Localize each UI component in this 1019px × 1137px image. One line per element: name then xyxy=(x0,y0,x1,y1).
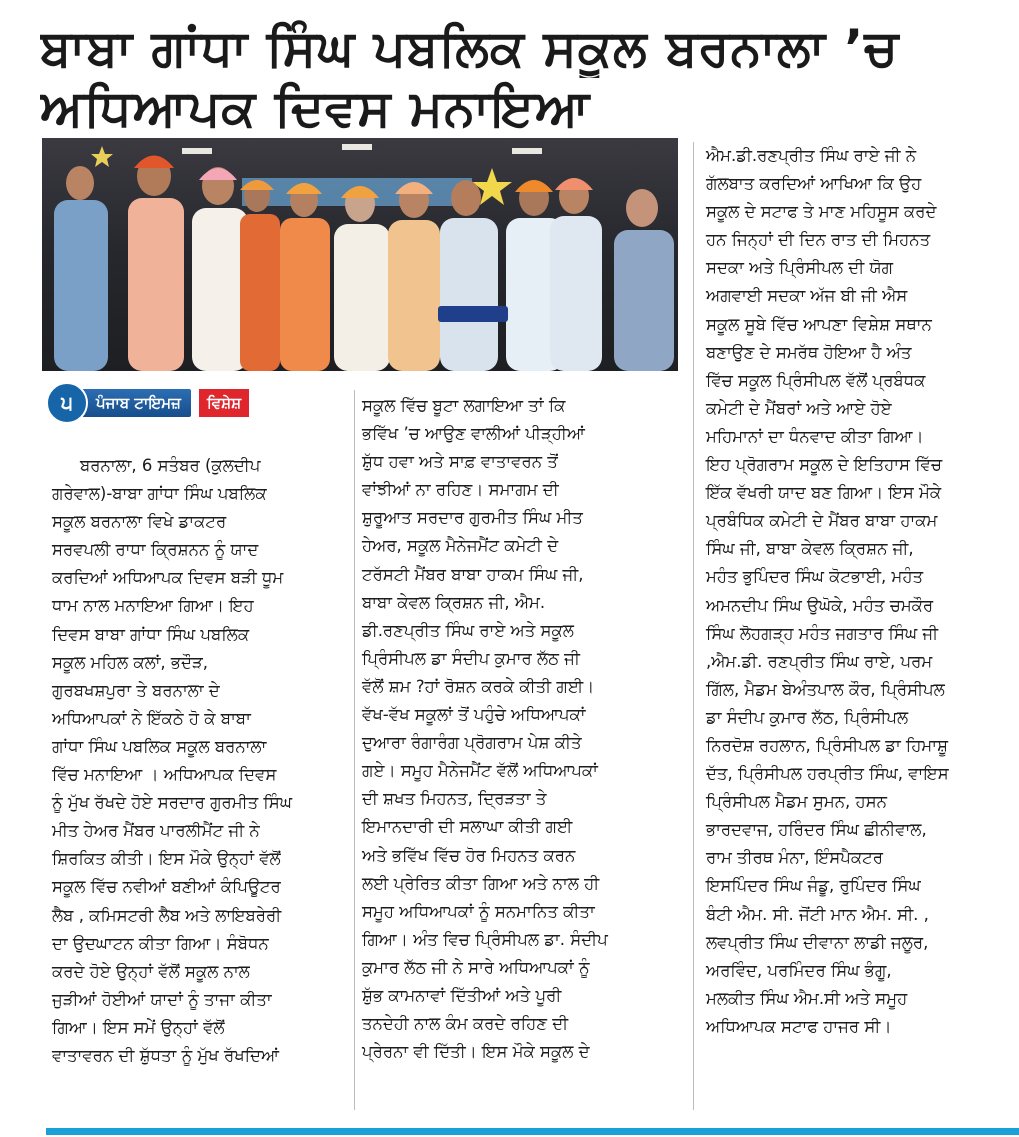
article-line: ਸਦਕਾ ਅਤੇ ਪ੍ਰਿੰਸੀਪਲ ਦੀ ਯੋਗ xyxy=(706,258,894,278)
article-line: ਦੁਆਰਾ ਰੰਗਾਰੰਗ ਪ੍ਰੋਗਰਾਮ ਪੇਸ਼ ਕੀਤੇ xyxy=(362,733,582,753)
article-line: ਕੁਮਾਰ ਲੱਠ ਜੀ ਨੇ ਸਾਰੇ ਅਧਿਆਪਕਾਂ ਨੂੰ xyxy=(362,957,590,977)
article-line: ਹੇਅਰ, ਸਕੂਲ ਮੈਨੇਜਮੈਂਟ ਕਮੇਟੀ ਦੇ xyxy=(362,536,559,556)
article-line: ਗਿੱਲ, ਮੈਡਮ ਬੇਅੰਤਪਾਲ ਕੌਰ, ਪ੍ਰਿੰਸੀਪਲ xyxy=(706,679,945,699)
article-line: ਗਿਆ। ਇਸ ਸਮੇਂ ਉਨ੍ਹਾਂ ਵੱਲੋਂ xyxy=(52,1017,225,1037)
article-line: ਸ਼ਿਰਕਿਤ ਕੀਤੀ। ਇਸ ਮੌਕੇ ਉਨ੍ਹਾਂ ਵੱਲੋਂ xyxy=(52,849,281,869)
article-line: ਗਿਆ। ਅੰਤ ਵਿਚ ਪ੍ਰਿੰਸੀਪਲ ਡਾ. ਸੰਦੀਪ xyxy=(362,929,608,949)
punjab-times-logo-icon: ੫ xyxy=(46,382,88,424)
event-photo xyxy=(42,138,678,371)
article-line: ਡੀ.ਰਣਪ੍ਰੀਤ ਸਿੰਘ ਰਾਏ ਅਤੇ ਸਕੂਲ xyxy=(362,620,574,640)
article-line: ਗੱਲਬਾਤ ਕਰਦਿਆਂ ਆਖਿਆ ਕਿ ਉਹ xyxy=(706,174,922,194)
article-line: ਸਰਵਪਲੀ ਰਾਧਾ ਕ੍ਰਿਸ਼ਨਨ ਨੂੰ ਯਾਦ xyxy=(52,540,259,560)
article-line: ਅਗਵਾਈ ਸਦਕਾ ਅੱਜ ਬੀ ਜੀ ਐਸ xyxy=(706,286,908,306)
article-line: ਵੱਲੋਂ ਸ਼ਮ ?ਹਾਂ ਰੋਸ਼ਨ ਕਰਕੇ ਕੀਤੀ ਗਈ। xyxy=(362,676,595,696)
article-line: ਅਤੇ ਭਵਿੱਖ ਵਿੱਚ ਹੋਰ ਮਿਹਨਤ ਕਰਨ xyxy=(362,845,576,865)
article-line: ਇਸਪਿੰਦਰ ਸਿੰਘ ਜੰਡੂ, ਰੁਪਿੰਦਰ ਸਿੰਘ xyxy=(706,876,921,896)
article-line: ਮਹੰਤ ਭੁਪਿੰਦਰ ਸਿੰਘ ਕੋਟਭਾਈ, ਮਹੰਤ xyxy=(706,567,924,587)
article-line: ਕਰਦੇ ਹੋਏ ਉਨ੍ਹਾਂ ਵੱਲੋਂ ਸਕੂਲ ਨਾਲ xyxy=(52,961,250,981)
article-line: ਇਮਾਨਦਾਰੀ ਦੀ ਸਲਾਘਾ ਕੀਤੀ ਗਈ xyxy=(362,817,573,837)
article-line: ਗਏ। ਸਮੂਹ ਮੈਨੇਜਮੈਂਟ ਵੱਲੋਂ ਅਧਿਆਪਕਾਂ xyxy=(362,761,598,781)
article-line: ਐਮ.ਡੀ.ਰਣਪ੍ਰੀਤ ਸਿੰਘ ਰਾਏ ਜੀ ਨੇ xyxy=(706,146,917,165)
article-line: ਬਰਨਾਲਾ, 6 ਸਤੰਬਰ (ਕੁਲਦੀਪ xyxy=(80,456,261,475)
article-line: ਬੰਟੀ ਐਮ. ਸੀ. ਜੋਂਟੀ ਮਾਨ ਐਮ. ਸੀ. , xyxy=(706,904,929,924)
article-line: ਲਵਪ੍ਰੀਤ ਸਿੰਘ ਦੀਵਾਨਾ ਲਾਡੀ ਜਲੂਰ, xyxy=(706,932,929,952)
article-line: ਅਧਿਆਪਕਾਂ ਨੇ ਇੱਕਠੇ ਹੋ ਕੇ ਬਾਬਾ xyxy=(52,708,251,728)
article-line: ਦਿਵਸ ਬਾਬਾ ਗਾਂਧਾ ਸਿੰਘ ਪਬਲਿਕ xyxy=(52,624,250,644)
article-line: ਤਨਦੇਹੀ ਨਾਲ ਕੰਮ ਕਰਦੇ ਰਹਿਣ ਦੀ xyxy=(362,1014,569,1034)
article-line: ਵਿੱਚ ਸਕੂਲ ਪ੍ਰਿੰਸੀਪਲ ਵੱਲੋਂ ਪ੍ਰਬੰਧਕ xyxy=(706,370,926,390)
brand-strip xyxy=(46,383,342,423)
article-line: ਪ੍ਰਬੰਧਿਕ ਕਮੇਟੀ ਦੇ ਮੈਂਬਰ ਬਾਬਾ ਹਾਕਮ xyxy=(706,511,938,531)
headline-line-2: ਅਧਿਆਪਕ ਦਿਵਸ ਮਨਾਇਆ xyxy=(40,79,591,137)
article-line: ਰਾਮ ਤੀਰਥ ਮੰਨਾ, ਇੰਸਪੈਕਟਰ xyxy=(706,848,883,868)
article-line: ਇੱਕ ਵੱਖਰੀ ਯਾਦ ਬਣ ਗਿਆ। ਇਸ ਮੌਕੇ xyxy=(706,483,942,503)
column-divider xyxy=(354,390,355,1110)
event-photo-image xyxy=(42,138,678,371)
article-line: ਸਕੂਲ ਮਹਿਲ ਕਲਾਂ, ਭਦੌੜ, xyxy=(52,652,208,672)
article-line: ਮਹਿਮਾਨਾਂ ਦਾ ਧੰਨਵਾਦ ਕੀਤਾ ਗਿਆ। xyxy=(706,426,924,446)
article-column-3 xyxy=(706,142,1012,1041)
article-line: ਸਕੂਲ ਬਰਨਾਲਾ ਵਿਖੇ ਡਾਕਟਰ xyxy=(52,512,227,532)
article-line: ਪ੍ਰਿੰਸੀਪਲ ਮੈਡਮ ਸੁਮਨ, ਹਸਨ xyxy=(706,792,887,812)
headline-line-1: ਬਾਬਾ ਗਾਂਧਾ ਸਿੰਘ ਪਬਲਿਕ ਸਕੂਲ ਬਰਨਾਲਾ ’ਚ xyxy=(40,19,899,77)
bottom-rule xyxy=(46,1128,1019,1135)
article-line: ਮੀਤ ਹੇਅਰ ਮੈਂਬਰ ਪਾਰਲੀਮੈਂਟ ਜੀ ਨੇ xyxy=(52,821,260,841)
article-line: ਪ੍ਰਿੰਸੀਪਲ ਡਾ ਸੰਦੀਪ ਕੁਮਾਰ ਲੱਠ ਜੀ xyxy=(362,648,580,668)
article-line: ਸ਼ੁੱਭ ਕਾਮਨਾਵਾਂ ਦਿੱਤੀਆਂ ਅਤੇ ਪੂਰੀ xyxy=(362,985,562,1005)
article-line: ਭਾਰਦਵਾਜ, ਹਰਿੰਦਰ ਸਿੰਘ ਛੀਨੀਵਾਲ, xyxy=(706,820,927,840)
article-line: ਗਾਂਧਾ ਸਿੰਘ ਪਬਲਿਕ ਸਕੂਲ ਬਰਨਾਲਾ xyxy=(52,736,267,756)
article-line: ਲੈਬ , ਕਮਿਸਟਰੀ ਲੈਬ ਅਤੇ ਲਾਇਬਰੇਰੀ xyxy=(52,905,282,925)
article-line: ,ਐਮ.ਡੀ. ਰਣਪ੍ਰੀਤ ਸਿੰਘ ਰਾਏ, ਪਰਮ xyxy=(706,651,933,671)
article-line: ਸਕੂਲ ਵਿੱਚ ਬੂਟਾ ਲਗਾਇਆ ਤਾਂ ਕਿ xyxy=(362,396,566,415)
article-line: ਦਾ ਉਦਘਾਟਨ ਕੀਤਾ ਗਿਆ। ਸੰਬੋਧਨ xyxy=(52,933,269,953)
special-tag: ਵਿਸ਼ੇਸ਼ xyxy=(199,389,249,417)
article-line: ਸ਼ੁੱਧ ਹਵਾ ਅਤੇ ਸਾਫ਼ ਵਾਤਾਵਰਨ ਤੋਂ xyxy=(362,452,558,472)
article-line: ਵਿੱਚ ਮਨਾਇਆ । ਅਧਿਆਪਕ ਦਿਵਸ xyxy=(52,765,277,785)
article-line: ਅਰਵਿੰਦ, ਪਰਮਿੰਦਰ ਸਿੰਘ ਭੰਗੂ, xyxy=(706,960,892,980)
column-divider xyxy=(693,142,694,1110)
article-line: ਕਰਦਿਆਂ ਅਧਿਆਪਕ ਦਿਵਸ ਬੜੀ ਧੂਮ xyxy=(52,568,284,588)
article-line: ਭਵਿੱਖ ’ਚ ਆਉਣ ਵਾਲੀਆਂ ਪੀੜ੍ਹੀਆਂ xyxy=(362,424,585,444)
article-line: ਸਿੰਘ ਜੀ, ਬਾਬਾ ਕੇਵਲ ਕ੍ਰਿਸ਼ਨ ਜੀ, xyxy=(706,539,914,559)
article-line: ਦੀ ਸ਼ਖਤ ਮਿਹਨਤ, ਦ੍ਰਿੜਤਾ ਤੇ xyxy=(362,789,547,809)
headline xyxy=(40,18,1010,138)
article-line: ਜੁੜੀਆਂ ਹੋਈਆਂ ਯਾਦਾਂ ਨੂੰ ਤਾਜਾ ਕੀਤਾ xyxy=(52,989,272,1009)
article-line: ਦੱਤ, ਪ੍ਰਿੰਸੀਪਲ ਹਰਪ੍ਰੀਤ ਸਿੰਘ, ਵਾਇਸ xyxy=(706,764,949,784)
article-line: ਟਰੱਸਟੀ ਮੈਂਬਰ ਬਾਬਾ ਹਾਕਮ ਸਿੰਘ ਜੀ, xyxy=(362,564,584,584)
article-line: ਅਧਿਆਪਕ ਸਟਾਫ ਹਾਜਰ ਸੀ। xyxy=(706,1016,892,1036)
article-line: ਲਈ ਪ੍ਰੇਰਿਤ ਕੀਤਾ ਗਿਆ ਅਤੇ ਨਾਲ ਹੀ xyxy=(362,873,600,893)
article-line: ਵੱਖ-ਵੱਖ ਸਕੂਲਾਂ ਤੋਂ ਪਹੁੰਚੇ ਅਧਿਆਪਕਾਂ xyxy=(362,705,586,725)
article-line: ਧਾਮ ਨਾਲ ਮਨਾਇਆ ਗਿਆ। ਇਹ xyxy=(52,596,254,616)
article-line: ਵਾਤਾਵਰਨ ਦੀ ਸ਼ੁੱਧਤਾ ਨੂੰ ਮੁੱਖ ਰੱਖਦਿਆਂ xyxy=(52,1045,279,1065)
article-line: ਬਣਾਉਣ ਦੇ ਸਮਰੱਥ ਹੋਇਆ ਹੈ ਅੰਤ xyxy=(706,342,912,362)
article-line: ਕਮੇਟੀ ਦੇ ਮੈਂਬਰਾਂ ਅਤੇ ਆਏ ਹੋਏ xyxy=(706,398,892,418)
article-line: ਸਮੂਹ ਅਧਿਆਪਕਾਂ ਨੂੰ ਸਨਮਾਨਿਤ ਕੀਤਾ xyxy=(362,901,595,921)
article-line: ਨੂੰ ਮੁੱਖ ਰੱਖਦੇ ਹੋਏ ਸਰਦਾਰ ਗੁਰਮੀਤ ਸਿੰਘ xyxy=(52,793,292,813)
article-line: ਨਿਰਦੋਸ਼ ਰਹਲਾਨ, ਪ੍ਰਿੰਸੀਪਲ ਡਾ ਹਿਮਾਸ਼ੂ xyxy=(706,735,948,755)
article-line: ਸਕੂਲ ਵਿੱਚ ਨਵੀਆਂ ਬਣੀਆਂ ਕੰਪਿਊਟਰ xyxy=(52,877,281,897)
article-line: ਸ਼ੁਰੂਆਤ ਸਰਦਾਰ ਗੁਰਮੀਤ ਸਿੰਘ ਮੀਤ xyxy=(362,508,583,528)
article-line: ਡਾ ਸੰਦੀਪ ਕੁਮਾਰ ਲੱਠ, ਪ੍ਰਿੰਸੀਪਲ xyxy=(706,707,909,727)
article-line: ਅਮਨਦੀਪ ਸਿੰਘ ਉਘੋਕੇ, ਮਹੰਤ ਚਮਕੌਰ xyxy=(706,595,934,615)
article-line: ਮਲਕੀਤ ਸਿੰਘ ਐਮ.ਸੀ ਅਤੇ ਸਮੂਹ xyxy=(706,988,908,1008)
article-line: ਗਰੇਵਾਲ)-ਬਾਬਾ ਗਾਂਧਾ ਸਿੰਘ ਪਬਲਿਕ xyxy=(52,484,267,504)
article-line: ਸਿੰਘ ਲੋਹਗੜ੍ਹ ਮਹੰਤ ਜਗਤਾਰ ਸਿੰਘ ਜੀ xyxy=(706,623,939,643)
article-line: ਬਾਬਾ ਕੇਵਲ ਕ੍ਰਿਸ਼ਨ ਜੀ, ਐਮ. xyxy=(362,592,546,612)
article-column-2 xyxy=(362,392,674,1066)
article-line: ਵਾਂਝੀਆਂ ਨਾ ਰਹਿਣ। ਸਮਾਗਮ ਦੀ xyxy=(362,480,559,500)
article-line: ਹਨ ਜਿਨ੍ਹਾਂ ਦੀ ਦਿਨ ਰਾਤ ਦੀ ਮਿਹਨਤ xyxy=(706,230,931,250)
article-line: ਇਹ ਪ੍ਰੋਗਰਾਮ ਸਕੂਲ ਦੇ ਇਤਿਹਾਸ ਵਿੱਚ xyxy=(706,455,942,475)
brand-name: ਪੰਜਾਬ ਟਾਇਮਜ਼ xyxy=(82,389,191,417)
article-line: ਸਕੂਲ ਸੂਬੇ ਵਿੱਚ ਆਪਣਾ ਵਿਸ਼ੇਸ਼ ਸਥਾਨ xyxy=(706,314,932,334)
article-column-1 xyxy=(52,452,346,1070)
article-line: ਗੁਰਬਖਸ਼ਪੁਰਾ ਤੇ ਬਰਨਾਲਾ ਦੇ xyxy=(52,680,220,700)
article-line: ਸਕੂਲ ਦੇ ਸਟਾਫ ਤੇ ਮਾਣ ਮਹਿਸੂਸ ਕਰਦੇ xyxy=(706,202,937,222)
article-line: ਪ੍ਰੇਰਨਾ ਵੀ ਦਿੱਤੀ। ਇਸ ਮੌਕੇ ਸਕੂਲ ਦੇ xyxy=(362,1042,590,1062)
